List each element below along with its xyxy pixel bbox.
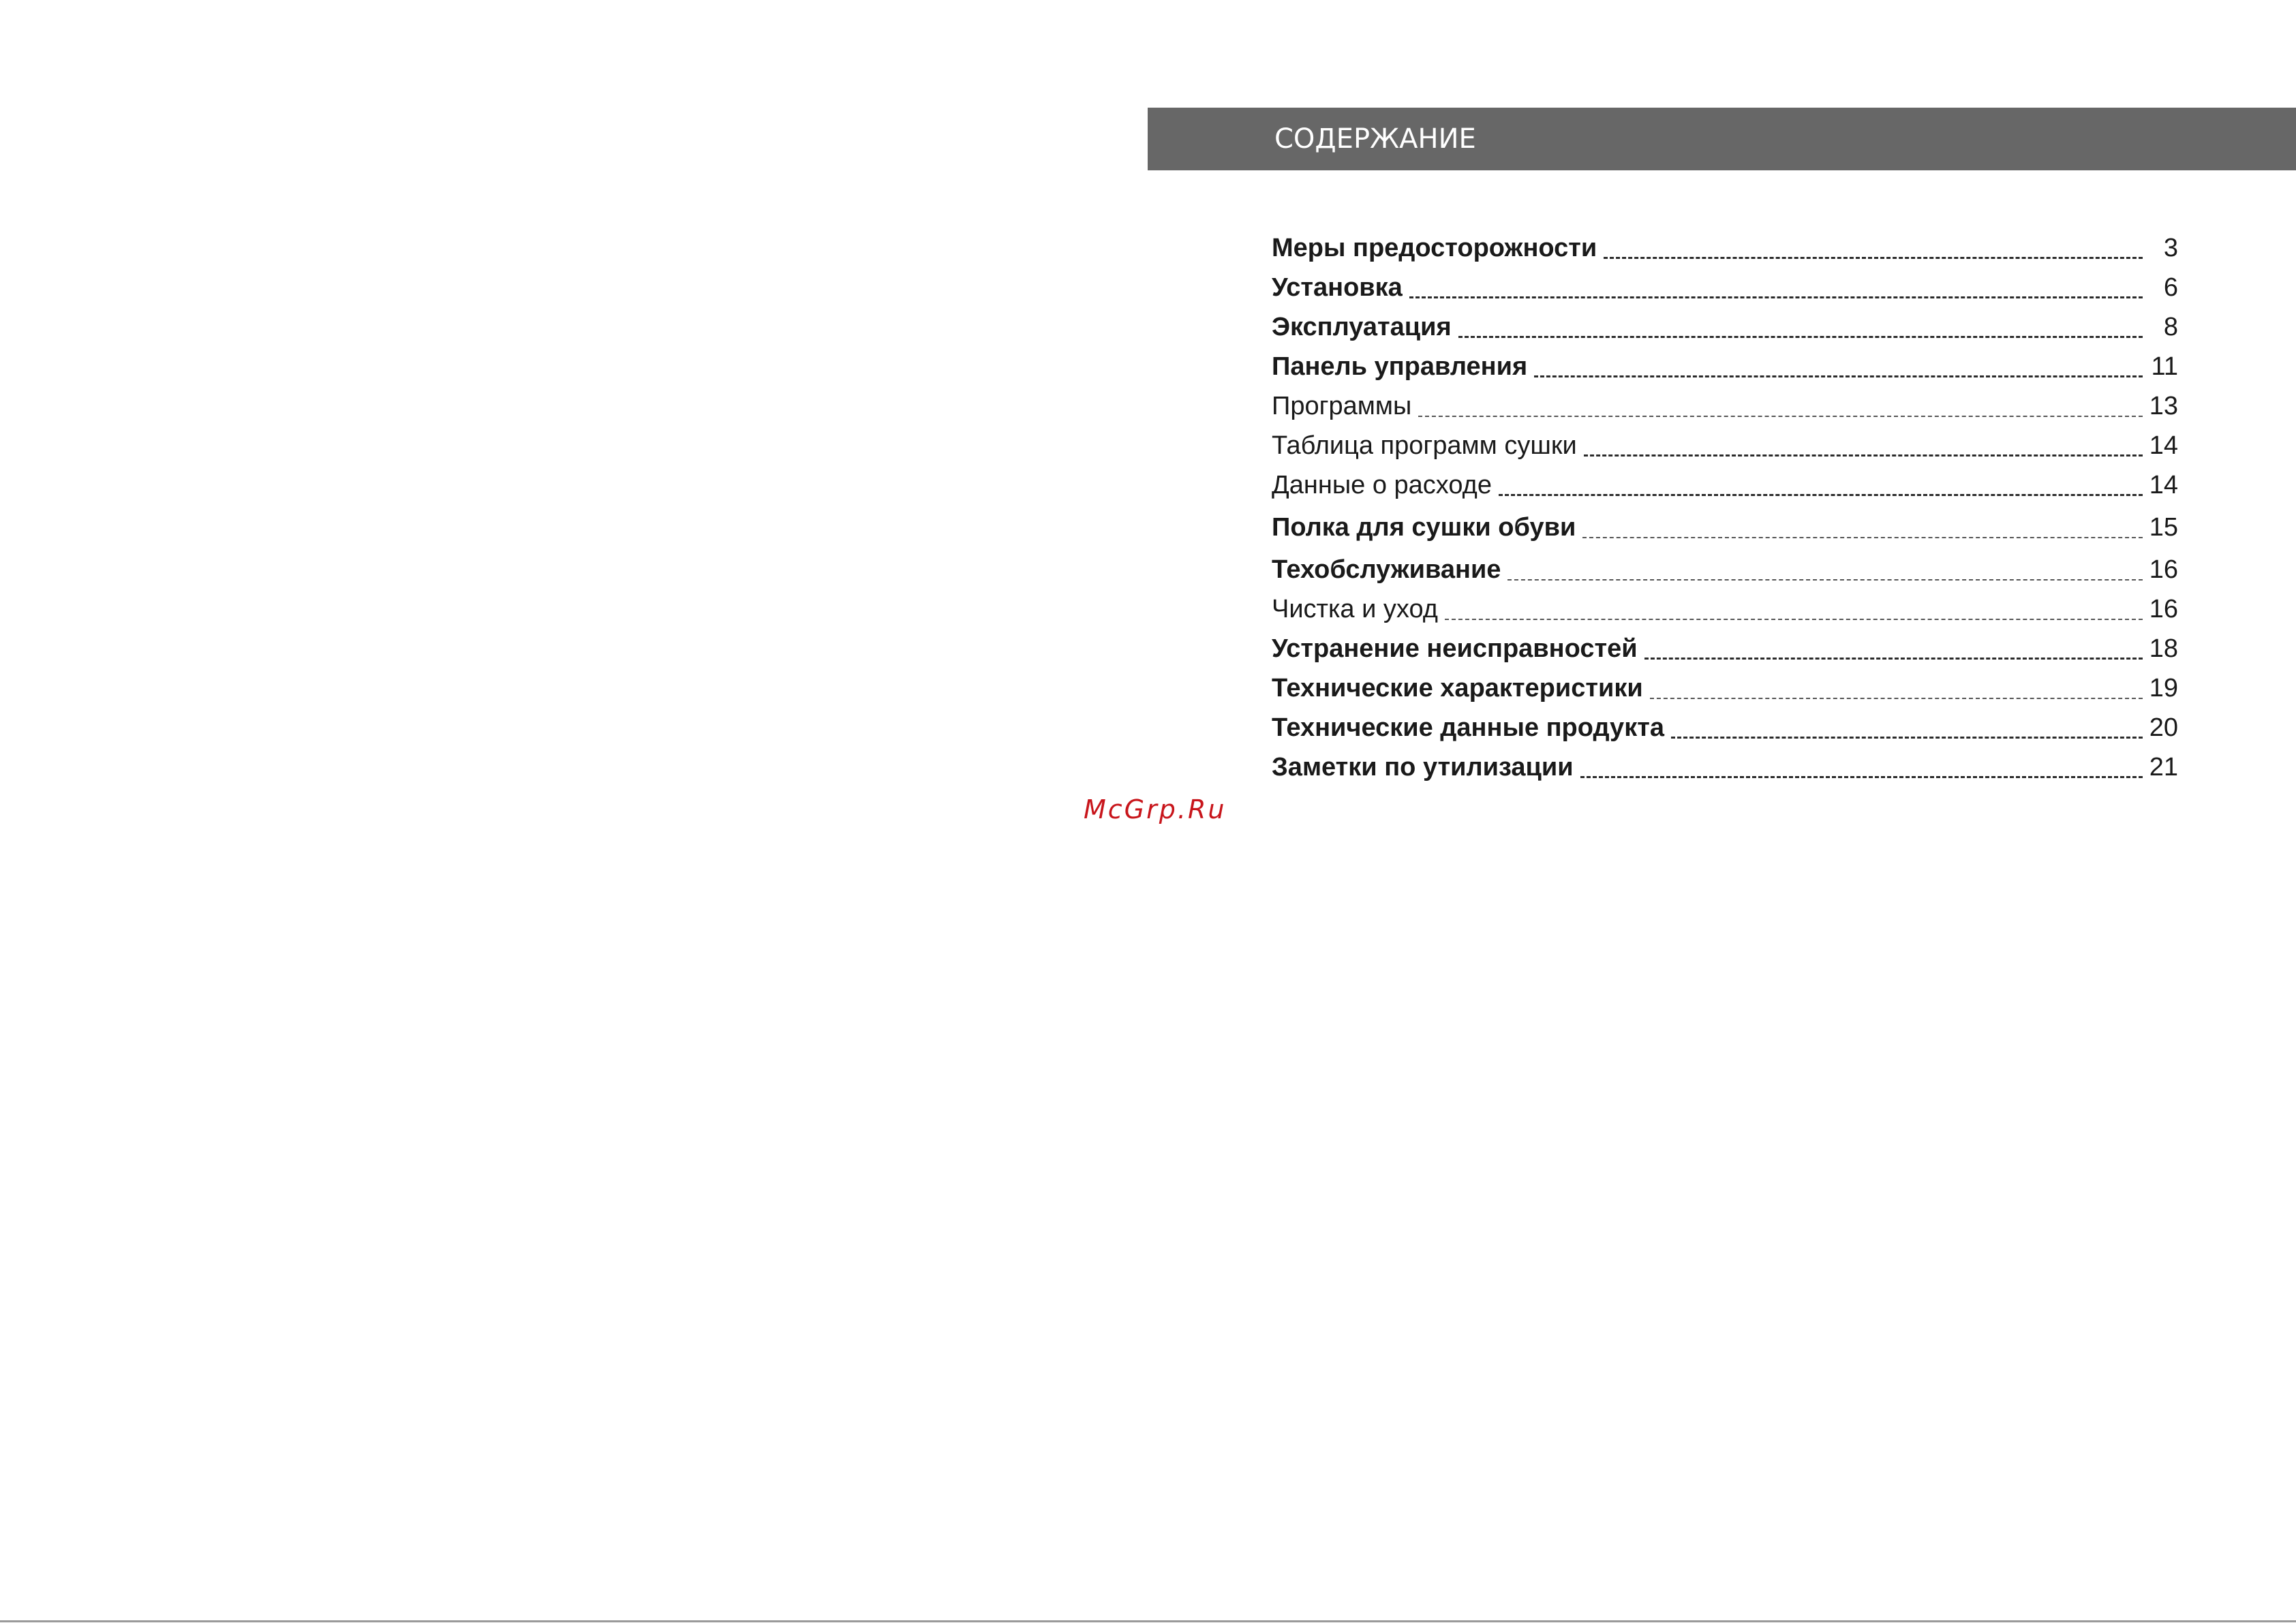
toc-item-cleaning[interactable] [1272, 587, 2178, 627]
dot-leader [1534, 375, 2143, 377]
dot-leader [1458, 336, 2143, 338]
dot-leader [1580, 776, 2143, 778]
toc-item-page: 6 [2163, 273, 2178, 302]
dot-leader [1671, 737, 2143, 739]
dot-leader [1582, 537, 2143, 538]
dot-leader [1409, 296, 2143, 298]
dot-leader [1507, 579, 2143, 581]
toc-item-label: Полка для сушки обуви [1272, 513, 1576, 542]
toc-item-label: Таблица программ сушки [1272, 431, 1577, 460]
toc-item-product-data[interactable] [1272, 706, 2178, 745]
toc-item-label: Технические характеристики [1272, 674, 1643, 702]
toc-item-label: Меры предосторожности [1272, 234, 1597, 262]
page-title: СОДЕРЖАНИЕ [1274, 123, 1476, 155]
toc-item-page: 18 [2149, 634, 2178, 663]
toc-item-maintenance[interactable] [1272, 545, 2178, 587]
toc-item-page: 20 [2149, 713, 2178, 742]
toc-item-page: 16 [2149, 555, 2178, 584]
section-header-bar [1148, 108, 2296, 170]
toc-item-specifications[interactable] [1272, 666, 2178, 706]
toc-item-label: Заметки по утилизации [1272, 753, 1574, 782]
toc-item-drying-table[interactable] [1272, 424, 2178, 463]
toc-item-label: Установка [1272, 273, 1403, 302]
toc-item-control-panel[interactable] [1272, 345, 2178, 384]
toc-item-label: Техобслуживание [1272, 555, 1501, 584]
toc-item-safety[interactable] [1272, 226, 2178, 266]
toc-item-installation[interactable] [1272, 266, 2178, 305]
toc-item-page: 19 [2149, 674, 2178, 702]
toc-item-label: Эксплуатация [1272, 313, 1452, 341]
toc-item-consumption[interactable] [1272, 463, 2178, 503]
toc-item-label: Чистка и уход [1272, 595, 1438, 623]
toc-item-label: Программы [1272, 392, 1412, 420]
toc-item-label: Данные о расходе [1272, 471, 1492, 499]
table-of-contents [1272, 226, 2178, 785]
toc-item-page: 15 [2149, 513, 2178, 542]
toc-item-page: 21 [2149, 753, 2178, 782]
toc-item-page: 11 [2151, 352, 2178, 381]
toc-item-shoe-shelf[interactable] [1272, 503, 2178, 545]
watermark-text: McGrp.Ru [1084, 794, 1227, 824]
dot-leader [1445, 619, 2143, 620]
dot-leader [1644, 658, 2143, 660]
bottom-divider [0, 1620, 2296, 1622]
toc-item-page: 16 [2149, 595, 2178, 623]
toc-item-troubleshooting[interactable] [1272, 627, 2178, 666]
toc-item-page: 14 [2149, 471, 2178, 499]
toc-item-label: Устранение неисправностей [1272, 634, 1638, 663]
toc-item-page: 3 [2163, 234, 2178, 262]
dot-leader [1499, 494, 2143, 496]
toc-item-page: 8 [2163, 313, 2178, 341]
dot-leader [1418, 416, 2143, 417]
toc-item-label: Панель управления [1272, 352, 1528, 381]
toc-item-label: Технические данные продукта [1272, 713, 1664, 742]
toc-item-page: 13 [2149, 392, 2178, 420]
toc-item-disposal[interactable] [1272, 745, 2178, 785]
toc-item-programs[interactable] [1272, 384, 2178, 424]
dot-leader [1650, 698, 2143, 699]
dot-leader [1604, 257, 2143, 259]
toc-item-operation[interactable] [1272, 305, 2178, 345]
toc-item-page: 14 [2149, 431, 2178, 460]
dot-leader [1584, 454, 2143, 457]
